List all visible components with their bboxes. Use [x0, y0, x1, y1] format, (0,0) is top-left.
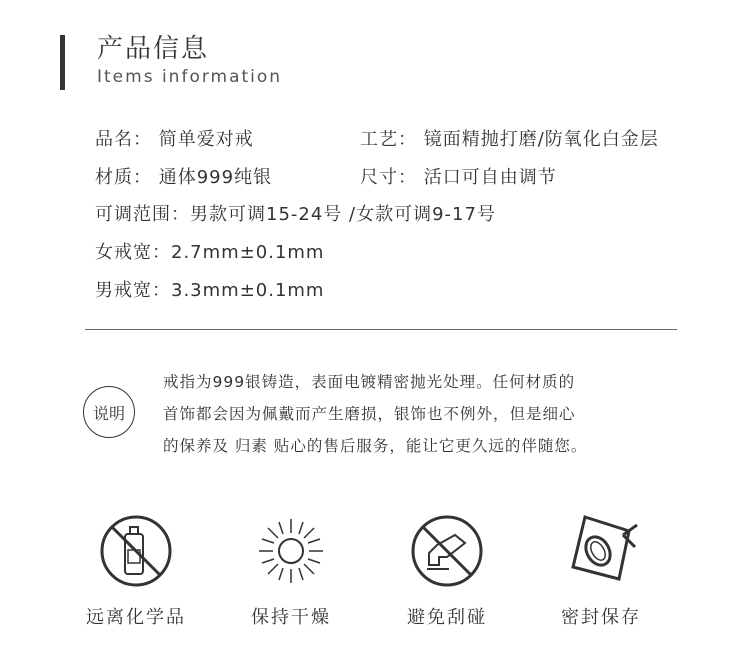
care-label-dry: 保持干燥: [251, 607, 331, 628]
page-subtitle: Items information: [97, 67, 283, 87]
spec-size: 尺寸： 活口可自由调节: [360, 167, 557, 188]
spec-product-name: 品名： 简单爱对戒: [95, 129, 254, 150]
title-accent-bar: [60, 35, 65, 90]
spec-female-width: 女戒宽：2.7mm±0.1mm: [95, 242, 325, 263]
care-label-scratch: 避免刮碰: [407, 607, 487, 628]
note-line-3: 的保养及 归素 贴心的售后服务，能让它更久远的伴随您。: [163, 437, 588, 455]
sun-icon: [253, 513, 329, 589]
care-label-sealed: 密封保存: [561, 607, 641, 628]
no-chemicals-icon: [98, 513, 174, 589]
page-title: 产品信息: [97, 34, 210, 64]
care-label-chemicals: 远离化学品: [86, 607, 186, 628]
section-divider: [85, 329, 677, 330]
spec-adjust-range: 可调范围：男款可调15-24号 /女款可调9-17号: [95, 204, 496, 225]
spec-craft: 工艺： 镜面精抛打磨/防氧化白金层: [360, 129, 659, 150]
note-badge-label: 说明: [92, 403, 125, 423]
spec-material: 材质： 通体999纯银: [95, 167, 273, 188]
no-scratch-icon: [409, 513, 485, 589]
note-line-1: 戒指为999银铸造，表面电镀精密抛光处理。任何材质的: [163, 373, 576, 391]
sealed-bag-icon: [563, 513, 639, 589]
note-badge: [83, 386, 135, 438]
note-line-2: 首饰都会因为佩戴而产生磨损，银饰也不例外，但是细心: [163, 405, 576, 423]
spec-male-width: 男戒宽：3.3mm±0.1mm: [95, 280, 325, 301]
